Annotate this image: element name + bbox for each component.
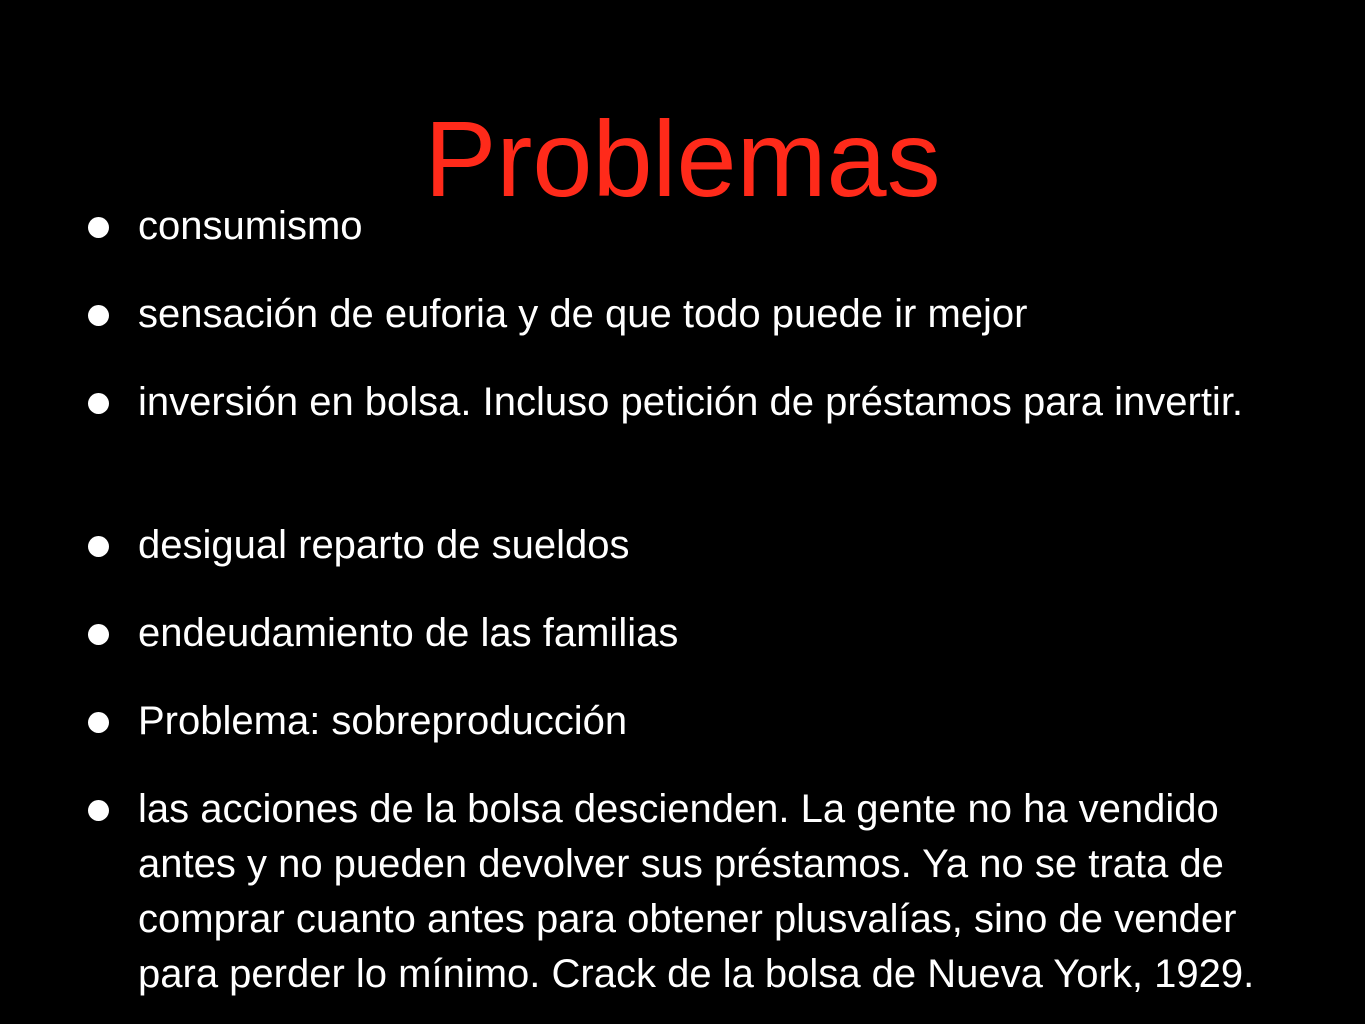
bullet-dot-icon bbox=[88, 305, 109, 326]
bullet-item bbox=[138, 375, 1318, 430]
bullet-text: consumismo bbox=[138, 204, 363, 248]
bullet-item bbox=[138, 782, 1318, 1002]
bullet-item bbox=[138, 518, 1318, 573]
bullet-dot-icon bbox=[88, 624, 109, 645]
bullet-dot-icon bbox=[88, 393, 109, 414]
bullet-text: las acciones de la bolsa descienden. La gente no ha vendido antes y no pueden devolver sus préstamos. Ya no se trata de comprar cuanto antes para obtener plusvalías, sino de vender para perder lo mínimo. Crack de la bolsa de Nueva York, 1929. bbox=[138, 787, 1255, 996]
bullet-dot-icon bbox=[88, 800, 109, 821]
bullet-text: endeudamiento de las familias bbox=[138, 611, 679, 655]
bullet-text: Problema: sobreproducción bbox=[138, 699, 628, 743]
slide-title: Problemas bbox=[424, 98, 941, 219]
bullet-item bbox=[138, 694, 1318, 749]
bullet-dot-icon bbox=[88, 536, 109, 557]
bullet-item bbox=[138, 287, 1318, 342]
bullet-text: desigual reparto de sueldos bbox=[138, 523, 630, 567]
bullet-text: inversión en bolsa. Incluso petición de préstamos para invertir. bbox=[138, 380, 1244, 424]
bullet-dot-icon bbox=[88, 712, 109, 733]
bullet-item bbox=[138, 606, 1318, 661]
bullet-text: sensación de euforia y de que todo puede ir mejor bbox=[138, 292, 1028, 336]
